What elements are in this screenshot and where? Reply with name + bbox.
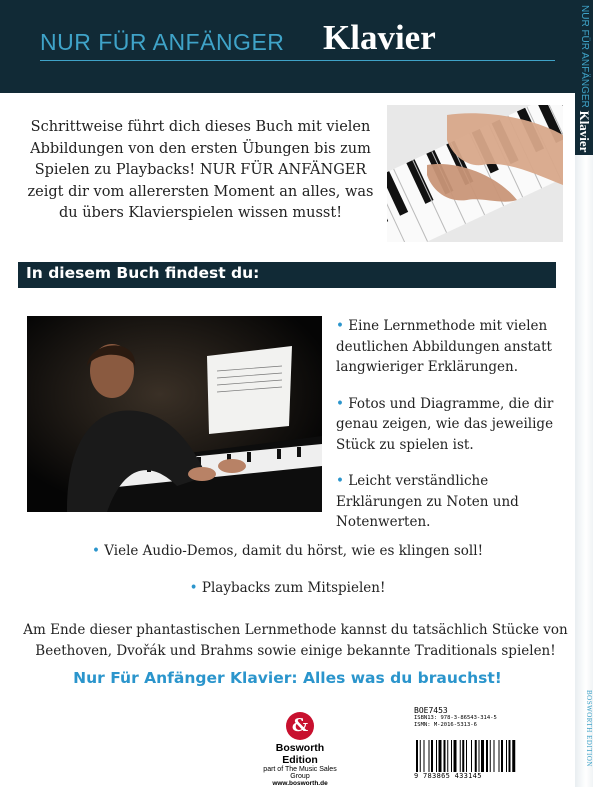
list-item <box>0 543 575 559</box>
barcode-icon <box>414 740 559 772</box>
spine-series: NUR FÜR ANFÄNGER <box>579 5 590 108</box>
series-title: NUR FÜR ANFÄNGER <box>40 29 285 55</box>
feature-list <box>336 316 561 549</box>
spine-title <box>575 5 593 155</box>
closing-text: Am Ende dieser phantastischen Lernmethode kannst du tatsächlich Stücke von Beethoven, Dvořák und Brahms sowie einige bekannte Traditionals spielen! <box>23 622 568 659</box>
isbn-number: ISBN13: 978-3-86543-314-5 <box>414 715 497 721</box>
list-item <box>336 394 561 456</box>
publisher-name: Bosworth Edition <box>275 742 325 766</box>
section-heading: In diesem Buch findest du: <box>26 264 260 282</box>
tagline: Nur Für Anfänger Klavier: Alles was du brauchst! <box>73 669 502 687</box>
barcode-block <box>414 706 559 780</box>
hands-on-keys-photo <box>387 105 563 242</box>
bullet-text: Playbacks zum Mitspielen! <box>201 580 386 596</box>
publisher-subline: part of The Music Sales Group <box>263 766 337 780</box>
bullet-icon: • <box>189 580 198 596</box>
ismn-number: ISMN: M-2016-5313-6 <box>414 722 477 728</box>
bullet-text: Leicht verständliche Erklärungen zu Noten und Notenwerten. <box>336 473 519 530</box>
list-item <box>336 471 561 533</box>
header-band <box>0 0 575 93</box>
publisher-logo <box>260 712 340 787</box>
bosworth-logo-icon: & <box>286 712 314 740</box>
order-code: BOE7453 <box>414 706 448 715</box>
list-item <box>336 316 561 378</box>
bullet-icon: • <box>336 473 344 489</box>
intro-text: Schrittweise führt dich dieses Buch mit vielen Abbildungen von den ersten Übungen bis zum Spielen zu Playbacks! NUR FÜR ANFÄNGER zeigt dir vom allerersten Moment an alles, was du übers Klavierspielen wissen musst! <box>27 119 374 221</box>
book-title: Klavier <box>323 18 436 57</box>
header-rule <box>40 60 555 61</box>
list-item <box>0 580 575 596</box>
barcode-digits: 9 783865 433145 <box>414 772 482 780</box>
bullet-icon: • <box>92 543 100 559</box>
spine-book-title: Klavier <box>577 110 592 153</box>
section-banner <box>18 262 556 288</box>
pianist-photo <box>27 316 322 512</box>
bullet-icon: • <box>336 318 344 334</box>
bullet-icon: • <box>336 395 344 412</box>
bullet-text: Fotos und Diagramme, die dir genau zeigen, wie das jeweilige Stück zu spielen ist. <box>336 395 554 453</box>
bullet-text: Viele Audio-Demos, damit du hörst, wie es klingen soll! <box>104 543 483 559</box>
publisher-url: www.bosworth.de <box>272 780 328 787</box>
bullet-text: Eine Lernmethode mit vielen deutlichen Abbildungen anstatt langwieriger Erklärungen. <box>336 318 552 375</box>
spine-publisher: BOSWORTH EDITION <box>585 690 593 767</box>
